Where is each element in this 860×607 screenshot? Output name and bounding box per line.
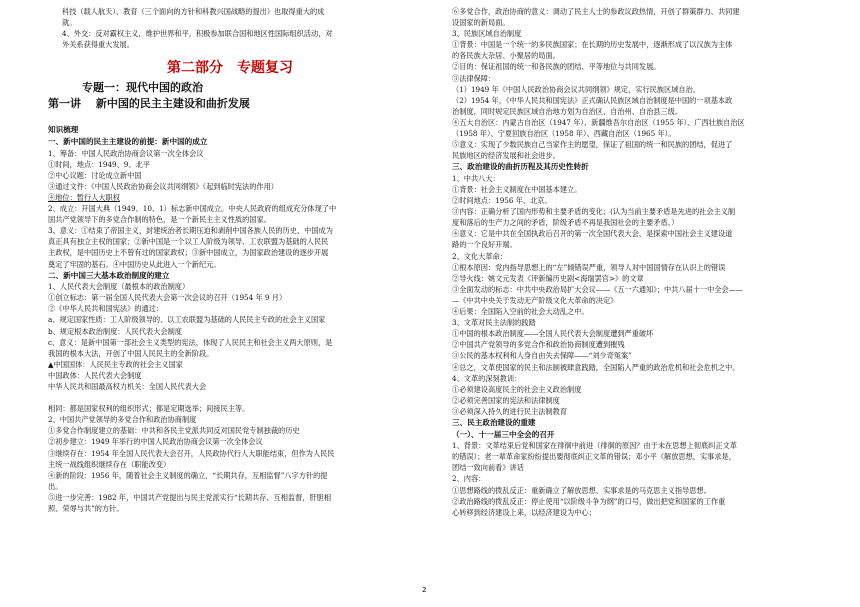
text-line: ②初步建立：1949 年举行的中国人民政治协商会议第一次全体会议 bbox=[48, 437, 263, 447]
text-line: ⑤进一步完善：1982 年，中国共产党提出与民主党派实行“长期共存、互相监督，肝胆相 bbox=[48, 492, 332, 502]
part-heading bbox=[48, 58, 412, 78]
left-top-text bbox=[48, 6, 412, 50]
text-line: ③通过文件：《中国人民政治协商会议共同纲领》（起到临时宪法的作用） bbox=[48, 181, 278, 191]
text-line: ③内容：正确分析了国内形势和主要矛盾的变化；(认为当前主要矛盾是先进的社会主义制 bbox=[452, 207, 736, 217]
left-body-text bbox=[48, 124, 412, 514]
text-line: ④总之，文革使国家的民主和法制被肆意践踏，全国陷入严重的政治危机和社会危机之中。 bbox=[452, 362, 740, 372]
page-number: 2 bbox=[422, 586, 427, 594]
text-line: 2、文化大革命： bbox=[452, 251, 507, 261]
section-heading: 三、民主政治建设的重建 bbox=[452, 417, 536, 427]
text-line: ①背景：社会主义制度在中国基本建立。 bbox=[452, 185, 582, 194]
text-line: ②中心议题：讨论成立新中国 bbox=[48, 170, 142, 180]
part-title: 第二部分 bbox=[167, 60, 223, 77]
text-line: 外关系获得重大发展。 bbox=[62, 40, 134, 50]
text-line: 2、成立：开国大典（1949、10、1）标志新中国成立。中央人民政府的组成充分体现了中 bbox=[48, 204, 337, 214]
topic-title: 专题一：现代中国的政治 bbox=[82, 81, 203, 95]
text-line: 3、意义：①结束了帝国主义，封建统治者长期压迫和剥削中国各族人民的历史，中国成为 bbox=[48, 226, 333, 236]
text-line: ①思想路线的拨乱反正：重新确立了解放思想、实事求是的马克思主义指导思想。 bbox=[452, 485, 711, 495]
text-line: ①必须建设高度民主的社会主义政治制度 bbox=[452, 384, 582, 394]
text-line: 我国的根本大法，开创了中国人民民主的全新阶段。 bbox=[48, 348, 214, 358]
text-line: ⑥多党合作，政治协商的意义：调动了民主人士的参政议政热情，开创了群策群力、共同建 bbox=[452, 7, 740, 16]
part-subtitle: 专题复习 bbox=[237, 60, 293, 77]
text-line: ⑤意义：实现了少数民族自己当家作主的愿望，保证了祖国的统一和民族的团结，促进了 bbox=[452, 140, 733, 150]
text-line: 2、中国共产党领导的多党合作和政治协商制度 bbox=[48, 415, 197, 425]
text-line: ④新的阶段：1956 年，随着社会主义制度的确立，“长期共存，互相监督”八字方针的提 bbox=[48, 470, 328, 480]
text-line: ④意义：它是中共在全国执政后召开的第一次全国代表大会，是探索中国社会主义建设道 bbox=[452, 229, 733, 239]
right-column bbox=[452, 6, 818, 518]
section-heading: 二、新中国三大基本政治制度的建立 bbox=[48, 270, 170, 280]
text-line: ②中国共产党领导的多党合作和政治协商制度遭到摧残 bbox=[452, 340, 625, 350]
text-line: ②目的：保证祖国的统一和各民族的团结、平等地位与共同发展。 bbox=[452, 62, 661, 72]
text-line: 中华人民共和国最高权力机关：全国人民代表大会 bbox=[48, 382, 207, 392]
text-line: 出。 bbox=[48, 481, 63, 491]
text-line: 路的一个良好开端。 bbox=[452, 240, 517, 250]
text-line: ②《中华人民共和国宪法》的通过： bbox=[48, 304, 164, 314]
text-line: 3、民族区域自治制度 bbox=[452, 29, 522, 39]
text-line: ①背景：中国是一个统一的多民族国家；在长期的历史发展中，逐渐形成了以汉族为主体 bbox=[452, 40, 733, 50]
text-line: 真正具有独立主权的国家；②新中国是一个以工人阶级为领导、工农联盟为基础的人民民 bbox=[48, 237, 329, 247]
text-line: 1、中共八大： bbox=[452, 173, 500, 183]
lecture-title: 第一讲 新中国的民主主建设和曲折发展 bbox=[48, 97, 250, 111]
section-heading: （一）、十一届三中全会的召开 bbox=[452, 429, 555, 439]
text-line: 1、筹备：中国人民政治协商会议第一次全体会议 bbox=[48, 148, 204, 158]
text-line: 主政权，是中国历史上不曾有过的国家政权；③新中国成立，为国家政治建设的逐步开展 bbox=[48, 248, 329, 258]
text-line: a、规定国家性质：工人阶级领导的、以工农联盟为基础的人民民主专政的社会主义国家 bbox=[48, 315, 326, 325]
text-line: 4、外交：反对霸权主义，维护世界和平，积极参加联合国和地区性国际组织活动，对 bbox=[62, 29, 333, 39]
text-line: （2）1954 年，《中华人民共和国宪法》正式确认民族区域自治制度是中国的一项基本政 bbox=[452, 95, 733, 105]
text-line: ③继续存在：1954 年全国人民代表大会召开，人民政协代行人大职能结束，但作为人民民 bbox=[48, 448, 335, 458]
text-line: 中国政体：人民代表大会制度 bbox=[48, 370, 142, 380]
text-line: ①时间，地点：1949、9、北平 bbox=[48, 159, 150, 169]
text-line: ③法律保障： bbox=[452, 73, 496, 83]
text-line: ③必须深入持久的进行民主法制教育 bbox=[452, 406, 568, 416]
text-line: —《中共中央关于发动无产阶级文化大革命的决定》 bbox=[452, 295, 618, 305]
text-line: 治制度，同时规定民族区域自治地方划为自治区、自治州、自治县三级。 bbox=[452, 106, 683, 116]
text-line bbox=[48, 392, 412, 403]
section-heading: 一、新中国的民主主建设的前提：新中国的成立 bbox=[48, 136, 208, 146]
text-line: 的错误）；老一辈革命家纷纷提出要彻底纠正文革的错误；邓小平《解放思想，实事求是， bbox=[452, 452, 736, 462]
text-line: （1958 年）、宁夏回族自治区（1958 年）、西藏自治区（1965 年）。 bbox=[452, 129, 676, 139]
text-line: ①中国的根本政治制度——全国人民代表大会制度遭到严重破坏 bbox=[452, 329, 654, 339]
text-line: 的各民族大杂居、小聚居的局面。 bbox=[452, 51, 560, 61]
text-line: ②导火线：姚文元发表《评新编历史剧<海瑞罢官>》的文章 bbox=[452, 273, 644, 283]
left-column bbox=[48, 6, 412, 514]
text-line: ③全面发动的标志：中共中央政治局扩大会议——《五一六通知》；中共八届十一中全会—— bbox=[452, 284, 744, 294]
text-line: 科技（载人航天）、教育（三个面向的方针和科教兴国战略的提出）也取得重大的成 bbox=[62, 7, 325, 16]
text-line: 团结一致向前看》讲话 bbox=[452, 463, 524, 473]
text-line: ②必须完善国家的宪法和法律制度 bbox=[452, 395, 560, 405]
section-heading: 知识梳理 bbox=[48, 125, 79, 135]
text-line: 国共产党领导下的多党合作制的特色，是一个新民主主义性质的国家。 bbox=[48, 215, 271, 225]
text-line: （1）1949 年《中国人民政治协商会议共同纲领》规定，实行民族区域自治。 bbox=[452, 84, 700, 94]
text-line: 奠定了牢固的基石。④中国历史从此进入一个新纪元。 bbox=[48, 259, 221, 269]
text-line: c、意义：是新中国第一部社会主义类型的宪法，体现了人民民主和社会主义两大原则，是 bbox=[48, 337, 333, 347]
section-heading: 三、政治建设的曲折历程及其历史性转折 bbox=[452, 162, 589, 172]
text-line: b、规定根本政治制度：人民代表大会制度 bbox=[48, 326, 182, 336]
text-line: ④后果：全国陷入空前的社会大动乱之中。 bbox=[452, 307, 589, 317]
text-line: 设国家的新局面。 bbox=[452, 18, 510, 28]
text-line: ②政治路线的拨乱反正：停止使用“以阶级斗争为纲”的口号，做出把党和国家的工作重 bbox=[452, 496, 726, 506]
text-line: ③公民的基本权利和人身自由失去保障——“刘少奇冤案” bbox=[452, 351, 632, 361]
text-line: 1、背景：文革结束后党和国家在徘徊中前进（徘徊的原因？由于未在思想上彻底纠正文革 bbox=[452, 441, 737, 451]
text-line: ④五大自治区：内蒙古自治区（1947 年）、新疆维吾尔自治区（1955 年）、广西壮族自治区 bbox=[452, 117, 745, 127]
text-line: 2、内容： bbox=[452, 474, 486, 484]
text-line: ④地位：暂行人大职权 bbox=[48, 192, 120, 202]
text-line: ①创立标志：第一届全国人民代表大会第一次会议的召开（1954 年 9 月） bbox=[48, 293, 287, 303]
text-line: 就。 bbox=[62, 18, 77, 28]
text-line: ▲中国国体：人民民主专政的社会主义国家 bbox=[48, 359, 183, 369]
right-body-text bbox=[452, 6, 818, 518]
text-line: ①根本原因：党内指导思想上的“左”倾错误严重，领导人对中国国情存在认识上的错误 bbox=[452, 262, 726, 272]
text-line: 心转移到经济建设上来，以经济建设为中心； bbox=[452, 507, 596, 517]
text-line: ①多党合作制度建立的基础：中共和各民主党派共同反对国民党专制独裁的历史 bbox=[48, 426, 300, 436]
text-line: 3、文革对民主法制的践踏 bbox=[452, 318, 536, 328]
text-line: 相同：都是国家权利的组织形式；都是定期选举；间接民主等。 bbox=[48, 404, 250, 414]
text-line: 度和落后的生产力之间的矛盾，阶级矛盾不再是我国社会的主要矛盾。） bbox=[452, 218, 679, 228]
text-line: 民族地区的经济发展和社会进步。 bbox=[452, 151, 560, 161]
text-line: 4、文革的深刻教训： bbox=[452, 373, 522, 383]
text-line: 主统一战线组织继续存在（职能改变） bbox=[48, 459, 171, 469]
text-line: 照、荣辱与共”的方针。 bbox=[48, 503, 124, 513]
text-line: 1、人民代表大会制度（最根本的政治制度） bbox=[48, 282, 190, 292]
text-line: ②时间地点：1956 年、北京。 bbox=[452, 196, 552, 206]
